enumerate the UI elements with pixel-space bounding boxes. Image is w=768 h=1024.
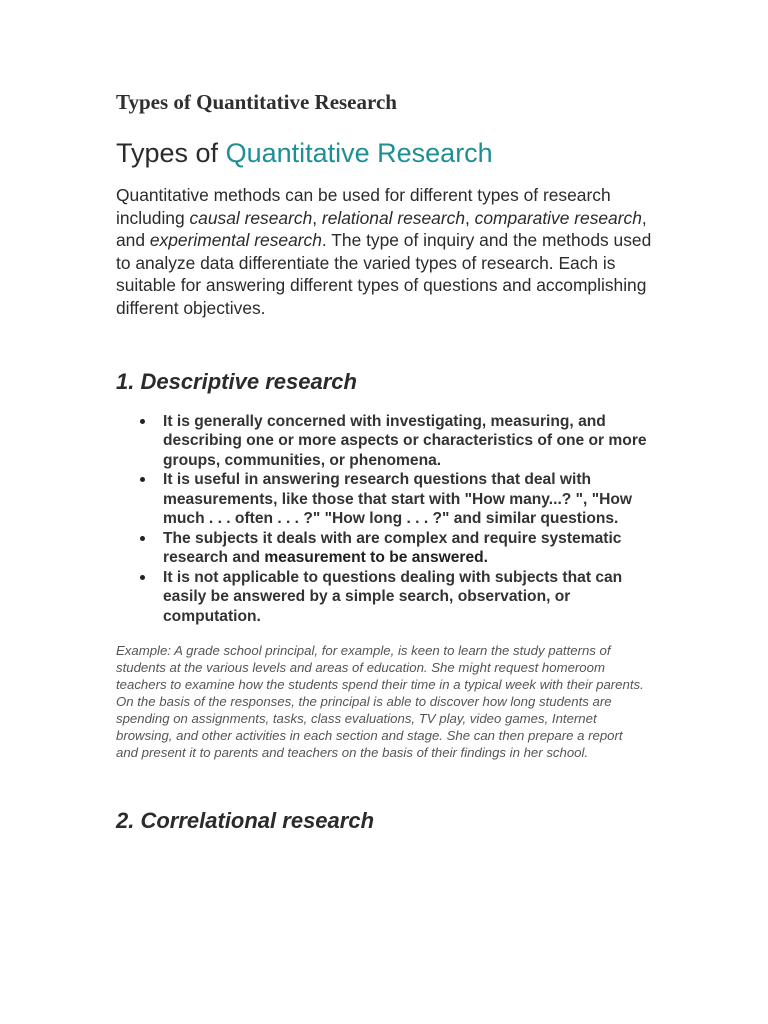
section-heading-descriptive: 1. Descriptive research [116,368,357,394]
list-item-emphasis: measurement to be answered. [264,549,489,567]
example-paragraph: Example: A grade school principal, for example, is keen to learn the study patterns of students at the various levels and areas of education. She might request homeroom teachers to examine how the students spend their time in a typical week with their parents. On the basis of the responses, the principal is able to discover how long students are spending on assignments, tasks, class evaluations, TV play, video games, Internet browsing, and other activities in each section and stage. She can then prepare a report and present it to parents and teachers on the basis of their findings in her school. [116,643,644,760]
intro-text: , [465,207,475,228]
main-heading-accent: Quantitative Research [225,138,493,168]
list-item [116,529,656,568]
main-heading [116,136,656,170]
bullet-icon [140,419,145,424]
list-item [116,470,656,529]
bullet-icon [140,575,145,580]
list-item-text: It is useful in answering research questions that deal with measurements, like those that start with "How many...? ", "How much . . . often . . . ?" "How long . . . ?" and similar questions. [163,471,633,528]
intro-causal-research: causal research [189,207,313,228]
intro-text: . The type of inquiry and the methods used to analyze data differentiate the varied types of research. Each is suitable for answering different types of questions and accomplishing different objectives. [116,230,652,318]
list-item-text: It is not applicable to questions dealing with subjects that can easily be answered by a simple search, observation, or computation. [163,568,623,625]
intro-paragraph [116,184,656,320]
intro-experimental-research: experimental research [149,230,322,251]
intro-relational-research: relational research [321,207,465,228]
list-item-text: It is generally concerned with investigating, measuring, and describing one or more aspects or characteristics of one or more groups, communities, or phenomena. [163,412,647,469]
intro-comparative-research: comparative research [474,207,642,228]
list-item-text: The subjects it deals with are complex and require systematic research and [163,529,622,567]
list-item [116,412,656,471]
document-page [116,88,656,835]
intro-text: Quantitative methods can be used for different types of research including [116,185,611,228]
bullet-icon [140,477,145,482]
intro-text: , and [116,207,647,251]
document-title: Types of Quantitative Research [116,90,397,114]
descriptive-bullet-list [116,412,656,627]
intro-text: , [312,207,322,228]
main-heading-prefix: Types of [116,138,226,168]
bullet-icon [140,536,145,541]
list-item [116,568,656,627]
section-heading-correlational: 2. Correlational research [116,808,375,834]
